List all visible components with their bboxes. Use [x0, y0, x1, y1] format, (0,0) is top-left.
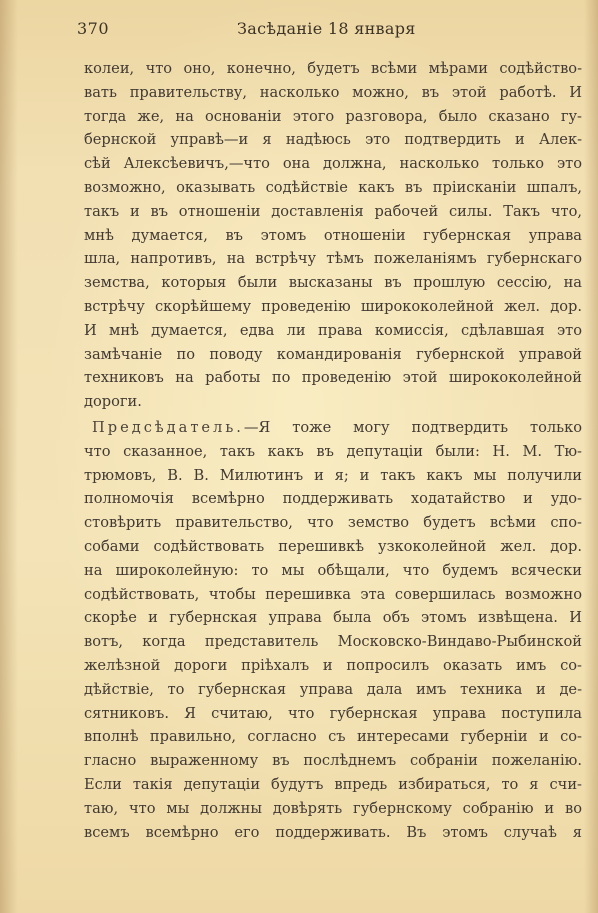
text-line: возможно, оказывать содѣйствіе какъ въ пріисканіи шпалъ, [84, 178, 582, 196]
text-line: колеи, что оно, конечно, будетъ всѣми мѣрами содѣйство- [84, 60, 582, 77]
speaker-remark: —Я тоже могу подтвердить только [243, 418, 582, 436]
text-line: такъ и въ отношеніи доставленія рабочей силы. Такъ что, [84, 202, 582, 220]
body-text [84, 57, 582, 844]
text-line: скорѣе и губернская управа была объ этомъ извѣщена. И [84, 609, 582, 627]
text-line: сятниковъ. Я считаю, что губернская управа поступила [84, 704, 582, 722]
paragraph-1 [84, 57, 582, 414]
text-line: желѣзной дороги пріѣхалъ и попросилъ оказать имъ со- [84, 656, 582, 674]
text-line: замѣчаніе по поводу командированія губернской управой [84, 345, 582, 363]
text-line: сѣй Алексѣевичъ,—что она должна, насколько только это [84, 155, 582, 173]
text-line: полномочія всемѣрно поддерживать ходатайство и удо- [84, 490, 582, 508]
text-line: шла, напротивъ, на встрѣчу тѣмъ пожеланіямъ губернскаго [84, 250, 582, 268]
text-line: вполнѣ правильно, согласно съ интересами губерніи и со- [84, 728, 582, 746]
text-line: техниковъ на работы по проведенію этой ширококолейной [84, 369, 582, 387]
text-line: всемъ всемѣрно его поддерживать. Въ этомъ случаѣ я [84, 823, 582, 841]
text-line: бернской управѣ—и я надѣюсь это подтвердить и Алек- [84, 131, 582, 149]
text-line: гласно выраженному въ послѣднемъ собраніи пожеланію. [84, 752, 582, 770]
text-line: И мнѣ думается, едва ли права комиссія, сдѣлавшая это [84, 321, 582, 339]
text-line: тогда же, на основаніи этого разговора, было сказано гу- [84, 107, 582, 125]
text-line: стовѣрить правительство, что земство будетъ всѣми спо- [84, 514, 582, 532]
text-line: трюмовъ, В. В. Милютинъ и я; и такъ какъ мы получили [84, 466, 582, 484]
text-line: вать правительству, насколько можно, въ этой работѣ. И [84, 83, 582, 101]
running-head: Засѣданіе 18 января [237, 19, 416, 38]
text-line: собами содѣйствовать перешивкѣ узкоколейной жел. дор. [84, 537, 582, 555]
text-line: земства, которыя были высказаны въ прошлую сессію, на [84, 274, 582, 292]
text-line: мнѣ думается, въ этомъ отношеніи губернская управа [84, 226, 582, 244]
speaker-name: Предсѣдатель. [92, 418, 244, 436]
text-line: вотъ, когда представитель Московско-Виндаво-Рыбинской [84, 633, 582, 651]
text-line: на широколейную: то мы обѣщали, что будемъ всячески [84, 561, 582, 579]
text-line: встрѣчу скорѣйшему проведенію ширококолейной жел. дор. [84, 297, 582, 315]
page-header [77, 15, 576, 41]
text-line: дороги. [84, 393, 142, 411]
text-line-speaker [84, 416, 582, 440]
text-line: Если такія депутаціи будутъ впредь избираться, то я счи- [84, 775, 582, 793]
page-number: 370 [77, 19, 110, 38]
paragraph-2 [84, 416, 582, 844]
text-line: таю, что мы должны довѣрять губернскому собранію и во [84, 799, 582, 817]
text-line: дѣйствіе, то губернская управа дала имъ техника и де- [84, 680, 582, 698]
text-line: что сказанное, такъ какъ въ депутаціи были: Н. М. Тю- [84, 442, 582, 460]
text-line: содѣйствовать, чтобы перешивка эта совершилась возможно [84, 585, 582, 603]
